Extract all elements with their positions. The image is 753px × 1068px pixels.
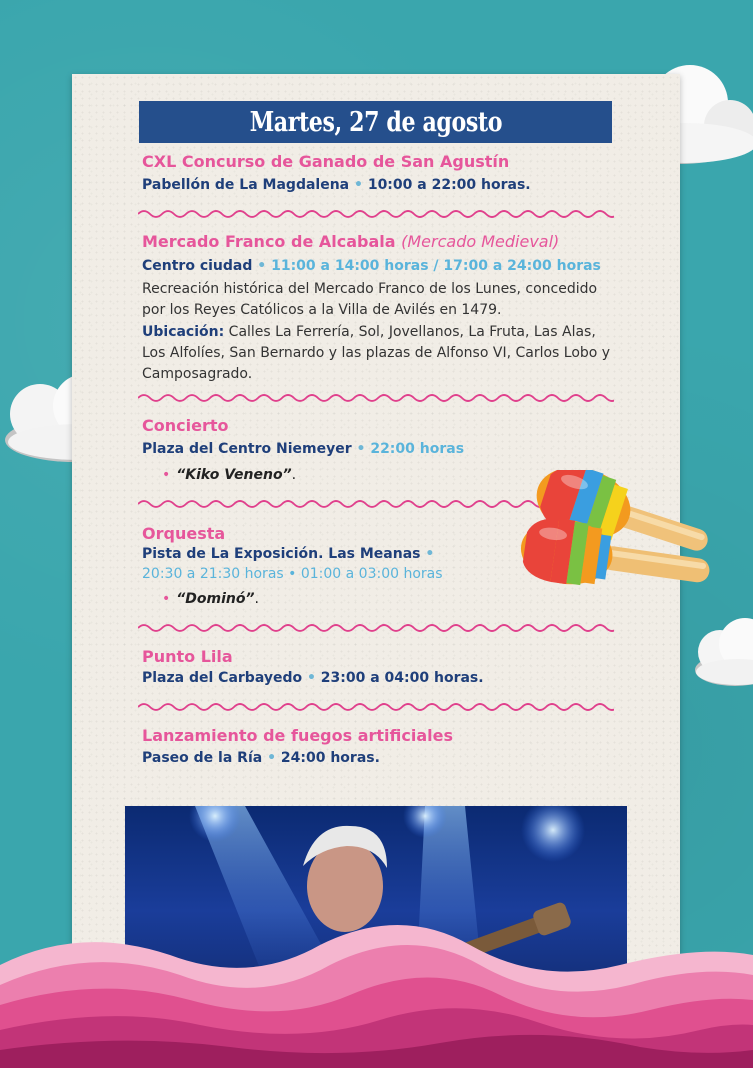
event-location bbox=[142, 750, 380, 766]
performer-suffix: . bbox=[254, 591, 259, 607]
performer-name: “Kiko Veneno” bbox=[176, 467, 292, 483]
time-text: 23:00 a 04:00 horas. bbox=[320, 670, 484, 686]
performer-name: “Dominó” bbox=[176, 591, 255, 607]
event-location bbox=[142, 258, 601, 274]
event-title bbox=[142, 524, 225, 543]
time-text: 10:00 a 22:00 horas. bbox=[367, 177, 531, 193]
event-location bbox=[142, 670, 484, 686]
location-text: Paseo de la Ría bbox=[142, 750, 263, 766]
event-title bbox=[142, 726, 453, 745]
wave-divider bbox=[138, 392, 614, 404]
event-title bbox=[142, 647, 233, 666]
separator: • bbox=[306, 670, 316, 686]
location-text: Pabellón de La Magdalena bbox=[142, 177, 350, 193]
location-text: Plaza del Centro Niemeyer bbox=[142, 441, 352, 457]
event-time-line bbox=[142, 566, 443, 582]
separator: • bbox=[425, 546, 435, 562]
separator: • bbox=[257, 258, 267, 274]
event-title bbox=[142, 232, 559, 251]
separator: • bbox=[354, 177, 363, 193]
event-location bbox=[142, 177, 531, 193]
location-label: Ubicación: bbox=[142, 324, 225, 340]
location-text: Pista de La Exposición. Las Meanas bbox=[142, 546, 421, 562]
time-text: 22:00 horas bbox=[370, 441, 465, 457]
event-title-text: Lanzamiento de fuegos artificiales bbox=[142, 726, 454, 745]
event-description: Recreación histórica del Mercado Franco de los Lunes, concedido por los Reyes Católicos a la Villa de Avilés en 1479. bbox=[142, 281, 598, 318]
page-title: Martes, 27 de agosto bbox=[249, 106, 502, 138]
event-location bbox=[142, 546, 434, 562]
event-location bbox=[142, 441, 464, 457]
time-text: 24:00 horas. bbox=[280, 750, 380, 766]
event-subtitle: (Mercado Medieval) bbox=[401, 232, 560, 251]
location-detail-text: Calles La Ferrería, Sol, Jovellanos, La Fruta, Las Alas, Los Alfolíes, San Bernardo y las plazas de Alfonso VI, Carlos Lobo y Camposagrado. bbox=[142, 324, 611, 382]
performer-item bbox=[162, 467, 296, 483]
wave-divider bbox=[138, 622, 614, 634]
wave-divider bbox=[138, 208, 614, 220]
date-banner bbox=[139, 101, 612, 143]
location-text: Plaza del Carbayedo bbox=[142, 670, 303, 686]
bottom-paper-waves bbox=[0, 905, 753, 1068]
event-title bbox=[142, 152, 509, 171]
separator: • bbox=[356, 441, 366, 457]
event-title-text: Orquesta bbox=[142, 524, 226, 543]
location-text: Centro ciudad bbox=[142, 258, 253, 274]
event-title bbox=[142, 416, 228, 435]
event-title-text: Concierto bbox=[142, 416, 229, 435]
separator: • bbox=[267, 750, 277, 766]
bullet-icon: • bbox=[162, 467, 171, 483]
performer-item bbox=[162, 591, 259, 607]
event-title-text: CXL Concurso de Ganado de San Agustín bbox=[142, 152, 510, 171]
event-title-text: Punto Lila bbox=[142, 647, 233, 666]
performer-suffix: . bbox=[291, 467, 297, 483]
cloud-right-lower bbox=[690, 610, 753, 690]
event-title-text: Mercado Franco de Alcabala bbox=[142, 232, 396, 251]
time-text: 20:30 a 21:30 horas • 01:00 a 03:00 horas bbox=[142, 566, 443, 582]
bullet-icon: • bbox=[162, 591, 171, 607]
event-location-detail bbox=[142, 322, 612, 385]
maracas-illustration bbox=[510, 470, 722, 600]
wave-divider bbox=[138, 701, 614, 713]
time-text: 11:00 a 14:00 horas / 17:00 a 24:00 horas bbox=[271, 258, 601, 274]
